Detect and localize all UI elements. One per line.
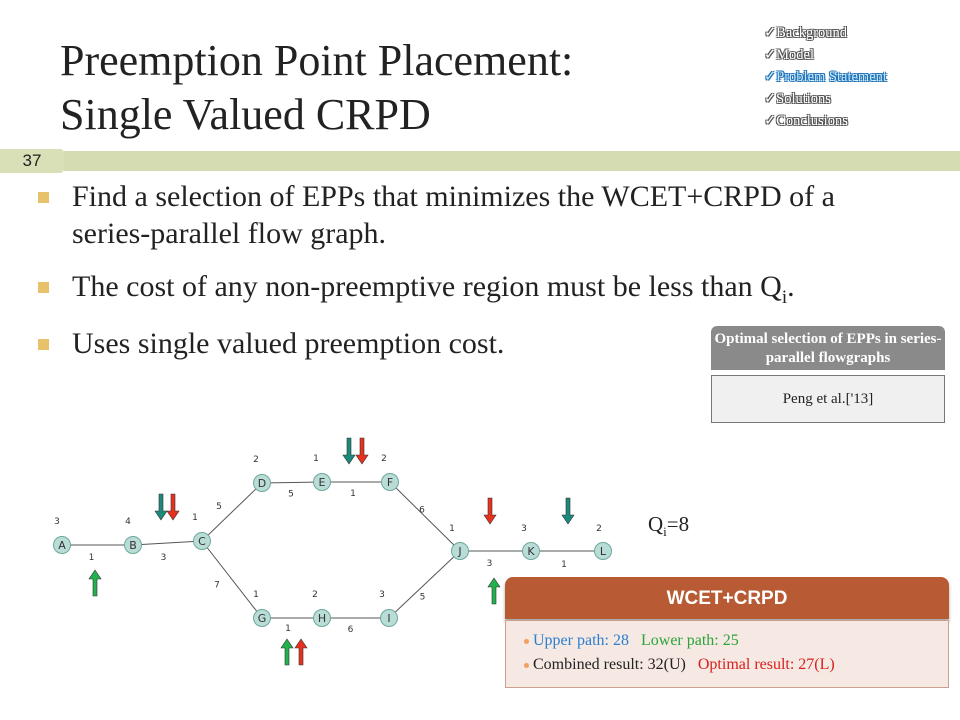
edge-weight-label: 1 xyxy=(561,560,567,570)
toc-item-solutions[interactable]: ✓Solutions xyxy=(764,91,831,107)
node-label: K xyxy=(527,545,535,558)
node-label: A xyxy=(58,539,66,552)
node-label: F xyxy=(386,476,394,489)
toc-item-model[interactable]: ✓Model xyxy=(764,47,815,63)
edge-B-C xyxy=(133,541,202,545)
edge-weight-label: 1 xyxy=(88,553,95,563)
red-arrow-icon xyxy=(484,498,496,524)
edge-D-E xyxy=(262,482,322,483)
edge-F-J xyxy=(390,482,460,551)
edge-weight-label: 5 xyxy=(288,489,294,500)
bullet-dot-icon xyxy=(524,639,529,644)
node-weight-label: 2 xyxy=(596,524,602,534)
node-label: H xyxy=(317,612,327,625)
green-arrow-icon xyxy=(281,639,293,665)
edge-weight-label: 1 xyxy=(285,624,291,634)
node-weight-label: 2 xyxy=(312,590,318,600)
red-arrow-icon xyxy=(295,639,307,665)
node-weight-label: 4 xyxy=(125,517,131,527)
edge-weight-label: 7 xyxy=(214,580,220,591)
reference-heading: Optimal selection of EPPs in series-parallel flowgraphs xyxy=(711,326,945,370)
edge-C-G xyxy=(202,541,262,618)
node-label: J xyxy=(458,545,462,558)
node-weight-label: 1 xyxy=(449,524,455,534)
edge-weight-label: 6 xyxy=(347,625,354,635)
bullet-item: Find a selection of EPPs that minimizes the WCET+CRPD of a series-parallel flow graph. xyxy=(34,178,854,252)
toc-item-background[interactable]: ✓Background xyxy=(764,25,848,41)
node-label: C xyxy=(198,535,206,548)
bullet-item: The cost of any non-preemptive region must be less than $Q_i$. xyxy=(34,268,854,309)
edge-C-D xyxy=(202,483,262,541)
node-label: B xyxy=(129,539,137,552)
edge-weight-label: 3 xyxy=(486,559,493,569)
teal-arrow-icon xyxy=(155,494,167,520)
optimal-result: Optimal result: 27(L) xyxy=(697,656,835,673)
toc-item-conclusions[interactable]: ✓Conclusions xyxy=(764,113,848,129)
title-line-1: Preemption Point Placement: xyxy=(60,36,574,85)
upper-path-result: Upper path: 28 xyxy=(533,632,629,649)
wcet-crpd-results xyxy=(505,620,949,688)
node-weight-label: 3 xyxy=(521,524,527,534)
node-weight-label: 1 xyxy=(253,590,259,600)
edge-I-J xyxy=(389,551,460,618)
edge-weight-label: 6 xyxy=(419,505,425,516)
red-arrow-icon xyxy=(167,494,179,520)
green-arrow-icon xyxy=(488,578,500,604)
node-weight-label: 3 xyxy=(379,590,385,600)
lower-path-result: Lower path: 25 xyxy=(640,632,739,649)
reference-citation: Peng et al.['13] xyxy=(711,375,945,423)
wcet-crpd-header: WCET+CRPD xyxy=(505,577,949,619)
title-line-2: Single Valued CRPD xyxy=(60,90,431,139)
node-label: E xyxy=(318,476,326,489)
page-number: 37 xyxy=(0,149,64,173)
result-row-summary xyxy=(524,653,948,677)
red-arrow-icon xyxy=(356,438,368,464)
combined-result: Combined result: 32(U) xyxy=(533,656,686,673)
teal-arrow-icon xyxy=(343,438,355,464)
node-weight-label: 2 xyxy=(253,455,259,465)
bullet-item: Uses single valued preemption cost. xyxy=(34,325,854,362)
node-label: D xyxy=(257,477,267,490)
edge-weight-label: 5 xyxy=(216,502,222,512)
bullet-dot-icon xyxy=(524,663,529,668)
edge-weight-label: 1 xyxy=(350,489,356,499)
node-weight-label: 3 xyxy=(54,517,60,527)
edge-weight-label: 3 xyxy=(160,553,167,563)
green-arrow-icon xyxy=(89,570,101,596)
node-weight-label: 2 xyxy=(381,454,387,464)
node-label: I xyxy=(387,612,391,625)
node-label: G xyxy=(257,612,267,625)
node-weight-label: 1 xyxy=(313,454,319,464)
node-weight-label: 1 xyxy=(192,513,198,523)
teal-arrow-icon xyxy=(562,498,574,524)
result-row-paths xyxy=(524,629,948,653)
edge-weight-label: 5 xyxy=(419,592,426,603)
toc-item-problem-statement[interactable]: ✓Problem Statement xyxy=(764,69,887,85)
qi-value: $Q_i=8$ xyxy=(648,512,690,539)
node-label: L xyxy=(599,545,607,558)
